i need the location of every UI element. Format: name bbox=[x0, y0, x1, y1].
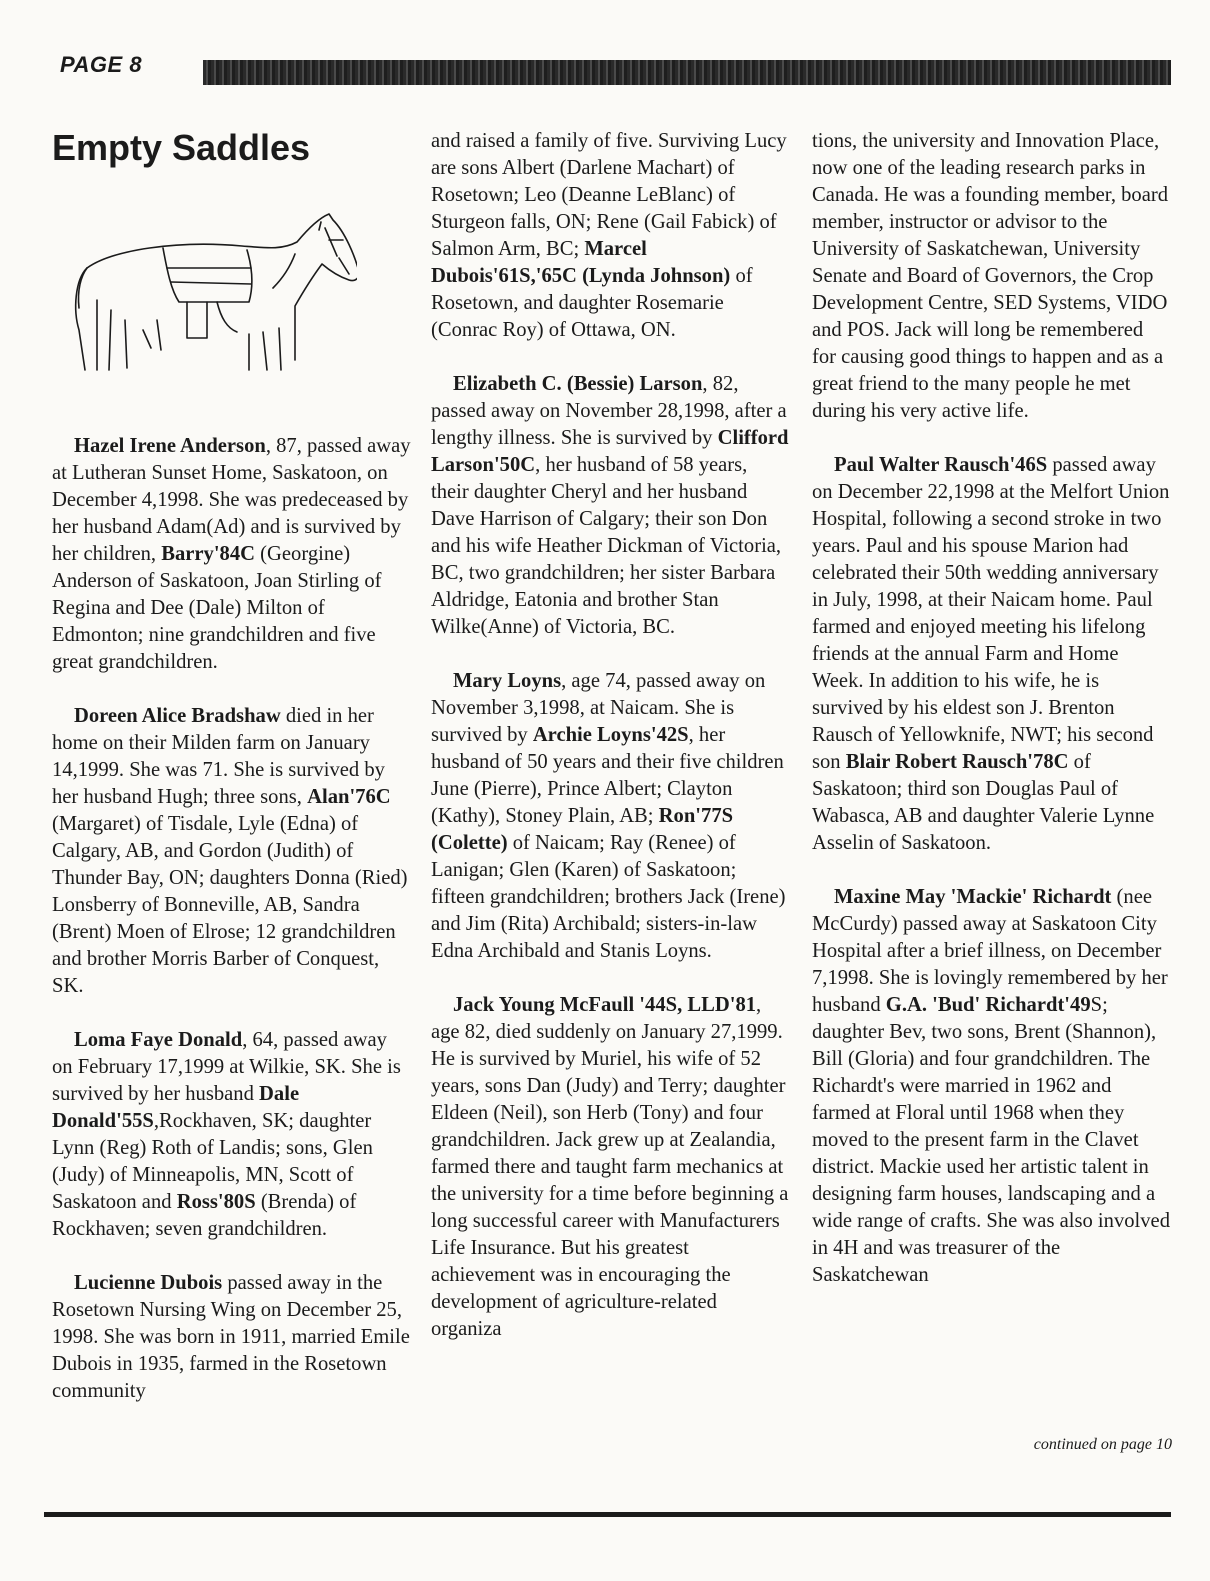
obituary-name: Maxine May 'Mackie' Richardt bbox=[834, 886, 1112, 908]
obituary-continuation: tions, the university and Innovation Place, now one of the leading research parks in Canada. He was a founding member, board member, instructor or advisor to the University of Saskatchewan, University Senate and Board of Governors, the Crop Development Centre, SED Systems, VIDO and POS. Jack will long be remembered for causing good things to happen and as a great friend to the many people he met during his very active life. bbox=[812, 130, 1169, 422]
obituary-name: Mary Loyns bbox=[453, 670, 562, 692]
obituary: Hazel Irene Anderson, 87, passed away at Lutheran Sunset Home, Saskatoon, on December 4,1998. She was predeceased by her husband Adam(Ad) and is survived by her children, Barry'84C (Georgine) Anderson of Saskatoon, Joan Stirling of Regina and Dee (Dale) Milton of Edmonton; nine grandchildren and five great grandchildren. bbox=[52, 435, 411, 673]
obituary-name: Hazel Irene Anderson bbox=[74, 435, 266, 457]
page-number: PAGE 8 bbox=[60, 52, 143, 77]
column-1 bbox=[52, 128, 412, 1432]
obituary: Jack Young McFaull '44S, LLD'81, age 82, died suddenly on January 27,1999. He is survived by Muriel, his wife of 52 years, sons Dan (Judy) and Terry; daughter Eldeen (Neil), son Herb (Tony) and four grandchildren. Jack grew up at Zealandia, farmed there and taught farm mechanics at the university for a time before beginning a long successful career with Manufacturers Life Insurance. But his greatest achievement was in encouraging the development of agriculture-related organiza bbox=[431, 994, 789, 1340]
obituary: Lucienne Dubois passed away in the Rosetown Nursing Wing on December 25, 1998. She was born in 1911, married Emile Dubois in 1935, farmed in the Rosetown community bbox=[52, 1272, 410, 1402]
obituary: Paul Walter Rausch'46S passed away on December 22,1998 at the Melfort Union Hospital, following a second stroke in two years. Paul and his spouse Marion had celebrated their 50th wedding anniversary in July, 1998, at their Naicam home. Paul farmed and enjoyed meeting his lifelong friends at the annual Farm and Home Week. In addition to his wife, he is survived by his eldest son J. Brenton Rausch of Yellowknife, NWT; his second son Blair Robert Rausch'78C of Saskatoon; third son Douglas Paul of Wabasca, AB and daughter Valerie Lynne Asselin of Saskatoon. bbox=[812, 454, 1170, 854]
obituary-continuation: and raised a family of five. Surviving Lucy are sons Albert (Darlene Machart) of Rosetown; Leo (Deanne LeBlanc) of Sturgeon falls, ON; Rene (Gail Fabick) of Salmon Arm, BC; Marcel Dubois'61S,'65C (Lynda Johnson) of Rosetown, and daughter Rosemarie (Conrac Roy) of Ottawa, ON. bbox=[431, 130, 787, 341]
obituary-name: Paul Walter Rausch'46S bbox=[834, 454, 1048, 476]
obituary: Loma Faye Donald, 64, passed away on February 17,1999 at Wilkie, SK. She is survived by her husband Dale Donald'55S,Rockhaven, SK; daughter Lynn (Reg) Roth of Landis; sons, Glen (Judy) of Minneapolis, MN, Scott of Saskatoon and Ross'80S (Brenda) of Rockhaven; seven grandchildren. bbox=[52, 1029, 401, 1240]
obituary: Maxine May 'Mackie' Richardt (nee McCurdy) passed away at Saskatoon City Hospital after a brief illness, on December 7,1998. She is lovingly remembered by her husband G.A. 'Bud' Richardt'49S; daughter Bev, two sons, Brent (Shannon), Bill (Gloria) and four grandchildren. The Richardt's were married in 1962 and farmed at Floral until 1968 when they moved to the present farm in the Clavet district. Mackie used her artistic talent in designing farm houses, landscaping and a wide range of crafts. She was also involved in 4H and was treasurer of the Saskatchewan bbox=[812, 886, 1170, 1286]
section-title: Empty Saddles bbox=[52, 127, 311, 168]
obituary: Mary Loyns, age 74, passed away on November 3,1998, at Naicam. She is survived by Archie Loyns'42S, her husband of 50 years and their five children June (Pierre), Prince Albert; Clayton (Kathy), Stoney Plain, AB; Ron'77S (Colette) of Naicam; Ray (Renee) of Lanigan; Glen (Karen) of Saskatoon; fifteen grandchildren; brothers Jack (Irene) and Jim (Rita) Archibald; sisters-in-law Edna Archibald and Stanis Loyns. bbox=[431, 670, 786, 962]
obituary-name: Doreen Alice Bradshaw bbox=[74, 705, 281, 727]
obituary: Doreen Alice Bradshaw died in her home on their Milden farm on January 14,1999. She was 71. She is survived by her husband Hugh; three sons, Alan'76C (Margaret) of Tisdale, Lyle (Edna) of Calgary, AB, and Gordon (Judith) of Thunder Bay, ON; daughters Donna (Ried) Lonsberry of Bonneville, AB, Sandra (Brent) Moen of Elrose; 12 grandchildren and brother Morris Barber of Conquest, SK. bbox=[52, 705, 408, 997]
column-2 bbox=[431, 128, 789, 1370]
footer-rule bbox=[44, 1512, 1171, 1517]
continued-note: continued on page 10 bbox=[1033, 1436, 1172, 1453]
obituary-name: Elizabeth C. (Bessie) Larson bbox=[453, 373, 703, 395]
header-bar bbox=[203, 60, 1171, 85]
column-3 bbox=[812, 128, 1172, 1316]
obituary: Elizabeth C. (Bessie) Larson, 82, passed away on November 28,1998, after a lengthy illness. She is survived by Clifford Larson'50C, her husband of 58 years, their daughter Cheryl and her husband Dave Harrison of Calgary; their son Don and his wife Heather Dickman of Victoria, BC, two grandchildren; her sister Barbara Aldridge, Eatonia and brother Stan Wilke(Anne) of Victoria, BC. bbox=[431, 373, 789, 638]
obituary-name: Jack Young McFaull '44S, LLD'81 bbox=[453, 994, 757, 1016]
obituary-name: Lucienne Dubois bbox=[74, 1272, 223, 1294]
saddled-horse-illustration bbox=[67, 210, 357, 375]
obituary-name: Loma Faye Donald bbox=[74, 1029, 243, 1051]
